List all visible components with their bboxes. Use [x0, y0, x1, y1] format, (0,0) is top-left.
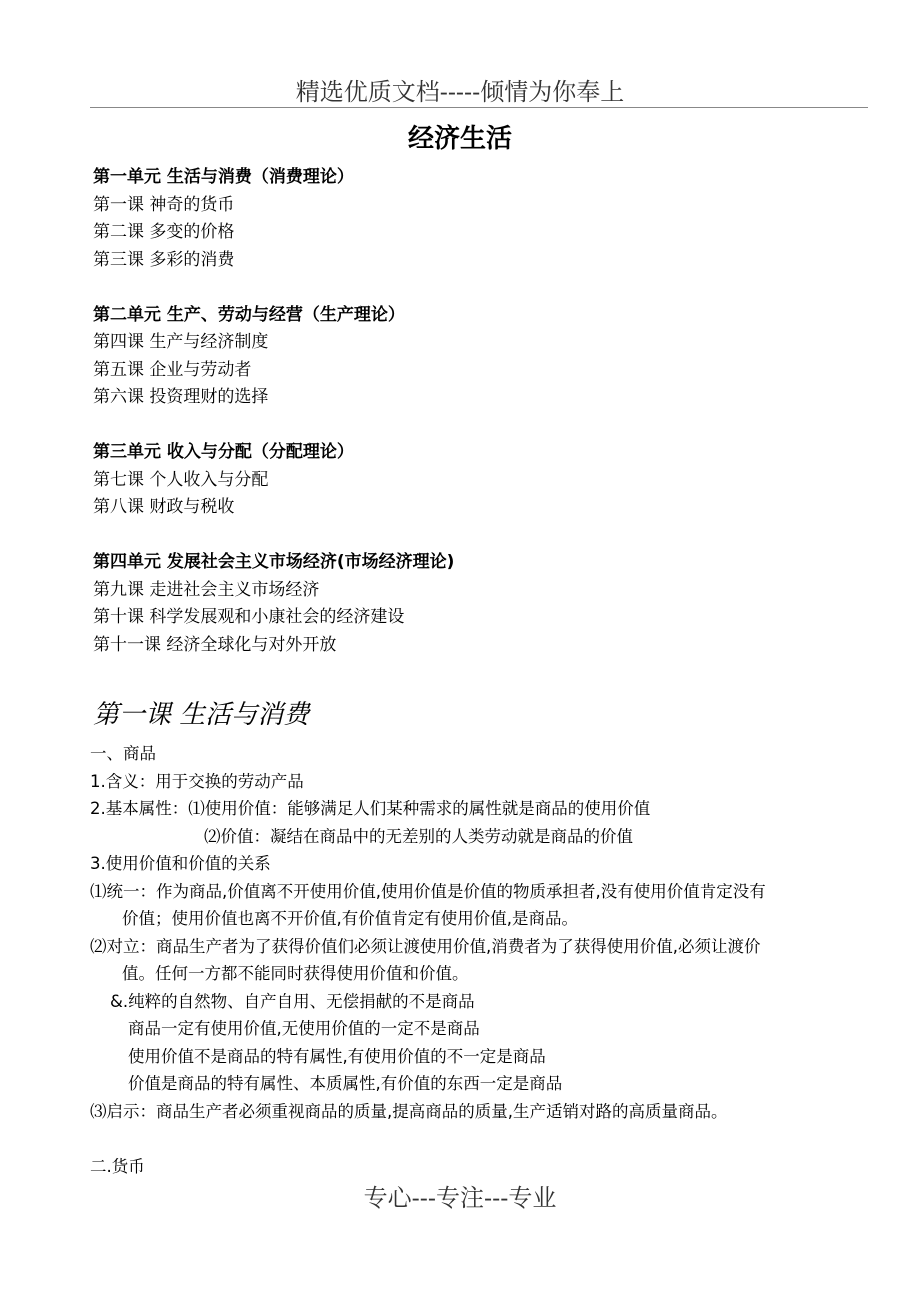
toc-lesson: 第六课 投资理财的选择 [93, 387, 269, 407]
note-line: 使用价值不是商品的特有属性,有使用价值的不一定是商品 [128, 1046, 546, 1066]
toc-lesson: 第四课 生产与经济制度 [93, 332, 269, 352]
paragraph-line: ⑵对立：商品生产者为了获得价值们必须让渡使用价值,消费者为了获得使用价值,必须让渡价 [90, 936, 761, 956]
page-header: 精选优质文档-----倾情为你奉上 [295, 78, 625, 106]
lesson-heading: 第一课 生活与消费 [93, 700, 310, 730]
lesson-body [90, 740, 880, 1180]
toc-lesson: 第五课 企业与劳动者 [93, 359, 252, 380]
toc-spacer [93, 412, 873, 440]
toc-unit-4: 第四单元 发展社会主义市场经济(市场经济理论) [93, 552, 455, 572]
note-line: &.纯粹的自然物、自产自用、无偿捐献的不是商品 [110, 991, 475, 1011]
note-line: 价值是商品的特有属性、本质属性,有价值的东西一定是商品 [128, 1074, 563, 1093]
toc-lesson: 第三课 多彩的消费 [93, 249, 235, 270]
paragraph-line: 1.含义：用于交换的劳动产品 [90, 771, 304, 791]
paragraph-line: 2.基本属性：⑴使用价值：能够满足人们某种需求的属性就是商品的使用价值 [90, 799, 651, 818]
page-footer: 专心---专注---专业 [363, 1184, 557, 1212]
toc-lesson: 第十课 科学发展观和小康社会的经济建设 [93, 607, 405, 627]
section-heading: 一、商品 [90, 744, 156, 763]
toc-lesson: 第二课 多变的价格 [93, 222, 235, 242]
note-line: 商品一定有使用价值,无使用价值的一定不是商品 [128, 1019, 480, 1038]
paragraph-line: 价值；使用价值也离不开价值,有价值肯定有使用价值,是商品。 [122, 909, 578, 928]
document-title: 经济生活 [407, 124, 512, 154]
toc-lesson: 第九课 走进社会主义市场经济 [93, 579, 320, 600]
toc-unit-2: 第二单元 生产、劳动与经营（生产理论） [93, 304, 405, 325]
toc-unit-3: 第三单元 收入与分配（分配理论） [93, 442, 354, 462]
toc-spacer [93, 274, 873, 302]
paragraph-line: ⑶启示：商品生产者必须重视商品的质量,提高商品的质量,生产适销对路的高质量商品。 [90, 1101, 728, 1121]
toc-lesson: 第七课 个人收入与分配 [93, 469, 269, 490]
section-heading: 二.货币 [90, 1156, 145, 1176]
toc-unit-1: 第一单元 生活与消费（消费理论） [93, 167, 354, 187]
table-of-contents [93, 164, 873, 659]
toc-lesson: 第八课 财政与税收 [93, 497, 235, 517]
paragraph-line: 3.使用价值和价值的关系 [90, 854, 271, 873]
paragraph-line: ⑴统一：作为商品,价值离不开使用价值,使用价值是价值的物质承担者,没有使用价值肯定没有 [90, 881, 766, 901]
toc-lesson: 第一课 神奇的货币 [93, 194, 235, 215]
paragraph-line: ⑵价值：凝结在商品中的无差别的人类劳动就是商品的价值 [204, 826, 633, 846]
paragraph-line: 值。任何一方都不能同时获得使用价值和价值。 [122, 964, 469, 983]
toc-lesson: 第十一课 经济全球化与对外开放 [93, 634, 337, 655]
header-divider [90, 107, 868, 108]
toc-spacer [93, 522, 873, 550]
